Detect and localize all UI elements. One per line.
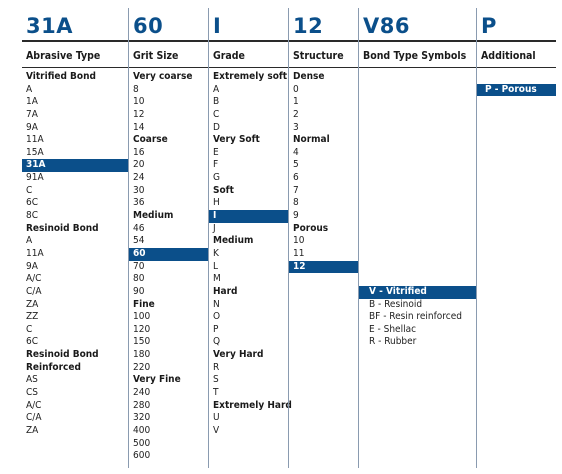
list-item: 500 [133, 437, 151, 449]
column-additional [476, 8, 556, 468]
list-item: T [213, 387, 219, 399]
spacer-row [359, 71, 476, 84]
spacer-row [359, 235, 476, 248]
list-item: 2 [293, 108, 299, 120]
list-item: 30 [133, 184, 145, 196]
group-heading: Very Soft [213, 134, 260, 146]
column-abrasive-type [22, 8, 128, 468]
list-item: 600 [133, 450, 151, 462]
list-item: S [213, 374, 219, 386]
group-heading: Normal [293, 134, 330, 146]
group-heading: Very Hard [213, 349, 264, 361]
list-item: 400 [133, 424, 151, 436]
spacer-row [359, 122, 476, 135]
list-item: E [213, 146, 219, 158]
group-heading: Fine [133, 298, 155, 310]
list-item: 15A [26, 146, 44, 158]
spacer-row [359, 109, 476, 122]
column-bond-type-symbols [358, 8, 476, 468]
column-code: I [209, 8, 288, 42]
list-item: 80 [133, 273, 145, 285]
list-item: ZA [26, 424, 39, 436]
list-item: G [213, 172, 220, 184]
list-item: 6 [293, 172, 299, 184]
group-heading: Vitrified Bond [26, 71, 96, 82]
group-heading: Porous [293, 222, 329, 234]
column-label: Bond Type Symbols [359, 42, 476, 68]
list-item: 10 [133, 96, 145, 108]
list-item: AS [26, 374, 38, 386]
list-item: 46 [133, 222, 145, 234]
list-item: 8 [293, 197, 299, 209]
list-item: 11A [26, 134, 44, 146]
list-item: 90 [133, 285, 145, 297]
selected-value: I [209, 210, 288, 223]
list-item: 10 [293, 235, 305, 247]
list-item: 54 [133, 235, 145, 247]
spacer-row [359, 185, 476, 198]
list-item: M [213, 273, 221, 285]
list-item: K [213, 247, 219, 259]
list-item: ZZ [26, 311, 39, 323]
group-heading: Extremely Hard [213, 399, 292, 411]
list-item: P [213, 323, 219, 335]
list-item: 7 [293, 184, 299, 196]
selected-value: 12 [289, 261, 358, 274]
list-item: 4 [293, 146, 299, 158]
spacer-row [359, 84, 476, 97]
list-item: 0 [293, 83, 299, 95]
list-item: 1A [26, 96, 38, 108]
list-item: L [213, 260, 219, 272]
list-item: 24 [133, 172, 145, 184]
group-heading: Medium [213, 235, 254, 247]
list-item: 16 [133, 146, 145, 158]
list-item: A [26, 83, 33, 95]
list-item: 12 [133, 108, 145, 120]
list-item: N [213, 298, 220, 310]
list-item: 7A [26, 108, 38, 120]
column-code: 60 [129, 8, 208, 42]
list-item: R - Rubber [369, 336, 417, 348]
list-item: H [213, 197, 220, 209]
list-item: R [213, 361, 220, 373]
column-code: P [477, 8, 556, 42]
list-item: B [213, 96, 220, 108]
list-item: C [213, 108, 220, 120]
list-item: C [26, 184, 33, 196]
list-item: V [213, 424, 220, 436]
list-item: 6C [26, 336, 39, 348]
list-item: 11A [26, 247, 44, 259]
list-item: ZA [26, 298, 39, 310]
column-grit-size [128, 8, 208, 468]
group-heading: Coarse [133, 134, 168, 146]
list-item: A/C [26, 399, 42, 411]
group-heading: Hard [213, 285, 238, 297]
list-item: 8C [26, 210, 39, 222]
column-list [129, 68, 208, 463]
group-heading: Dense [293, 71, 325, 82]
column-code: 31A [22, 8, 128, 42]
list-item: C/A [26, 285, 42, 297]
spacer-row [359, 261, 476, 274]
list-item: C/A [26, 412, 42, 424]
selected-value: 31A [22, 159, 128, 172]
list-item: 14 [133, 121, 145, 133]
column-code: V86 [359, 8, 476, 42]
list-item: 180 [133, 349, 151, 361]
list-item: 100 [133, 311, 151, 323]
spacer-row [359, 248, 476, 261]
list-item: D [213, 121, 220, 133]
spacer-row [359, 223, 476, 236]
spacer-row [359, 273, 476, 286]
group-heading: Soft [213, 184, 234, 196]
selected-value: P - Porous [477, 84, 556, 97]
spacer-row [359, 210, 476, 223]
list-item: 1 [293, 96, 299, 108]
list-item: CS [26, 387, 38, 399]
column-label: Additional [477, 42, 556, 68]
selected-value: V - Vitrified [359, 286, 476, 299]
column-list [22, 68, 128, 438]
list-item: 9 [293, 210, 299, 222]
list-item: 320 [133, 412, 151, 424]
spacer-row [359, 134, 476, 147]
group-heading: Very Fine [133, 374, 181, 386]
selected-value: 60 [129, 248, 208, 261]
column-list [359, 68, 476, 349]
spacer-row [359, 197, 476, 210]
list-item: 20 [133, 159, 145, 171]
list-item: 220 [133, 361, 151, 373]
spacer-row [359, 96, 476, 109]
group-heading: Extremely soft [213, 71, 288, 82]
column-label: Abrasive Type [22, 42, 128, 68]
column-structure [288, 8, 358, 468]
list-item: 9A [26, 121, 38, 133]
column-code: 12 [289, 8, 358, 42]
column-label: Structure [289, 42, 358, 68]
list-item: 5 [293, 159, 299, 171]
spacer-row [477, 71, 556, 84]
list-item: J [213, 222, 216, 234]
list-item: 120 [133, 323, 151, 335]
spacer-row [359, 159, 476, 172]
grinding-wheel-marking-table [22, 8, 556, 468]
spacer-row [359, 172, 476, 185]
list-item: 240 [133, 387, 151, 399]
column-list [477, 68, 556, 96]
list-item: 6C [26, 197, 39, 209]
list-item: F [213, 159, 219, 171]
list-item: 3 [293, 121, 299, 133]
list-item: Q [213, 336, 221, 348]
list-item: 91A [26, 172, 44, 184]
column-label: Grit Size [129, 42, 208, 68]
group-heading: Resinoid Bond [26, 222, 99, 234]
list-item: E - Shellac [369, 323, 417, 335]
list-item: B - Resinoid [369, 298, 423, 310]
list-item: A [26, 235, 33, 247]
spacer-row [359, 147, 476, 160]
group-heading: Reinforced [26, 361, 81, 373]
list-item: 280 [133, 399, 151, 411]
group-heading: Medium [133, 210, 174, 222]
list-item: 11 [293, 247, 305, 259]
column-list [209, 68, 292, 438]
group-heading: Very coarse [133, 71, 193, 82]
list-item: A [213, 83, 220, 95]
list-item: U [213, 412, 220, 424]
list-item: 150 [133, 336, 151, 348]
column-label: Grade [209, 42, 288, 68]
list-item: O [213, 311, 221, 323]
list-item: C [26, 323, 33, 335]
list-item: 70 [133, 260, 145, 272]
list-item: A/C [26, 273, 42, 285]
list-item: 36 [133, 197, 145, 209]
list-item: 8 [133, 83, 139, 95]
column-grade [208, 8, 292, 468]
group-heading: Resinoid Bond [26, 349, 99, 361]
list-item: BF - Resin reinforced [369, 311, 462, 323]
list-item: 9A [26, 260, 38, 272]
column-list [289, 68, 358, 273]
